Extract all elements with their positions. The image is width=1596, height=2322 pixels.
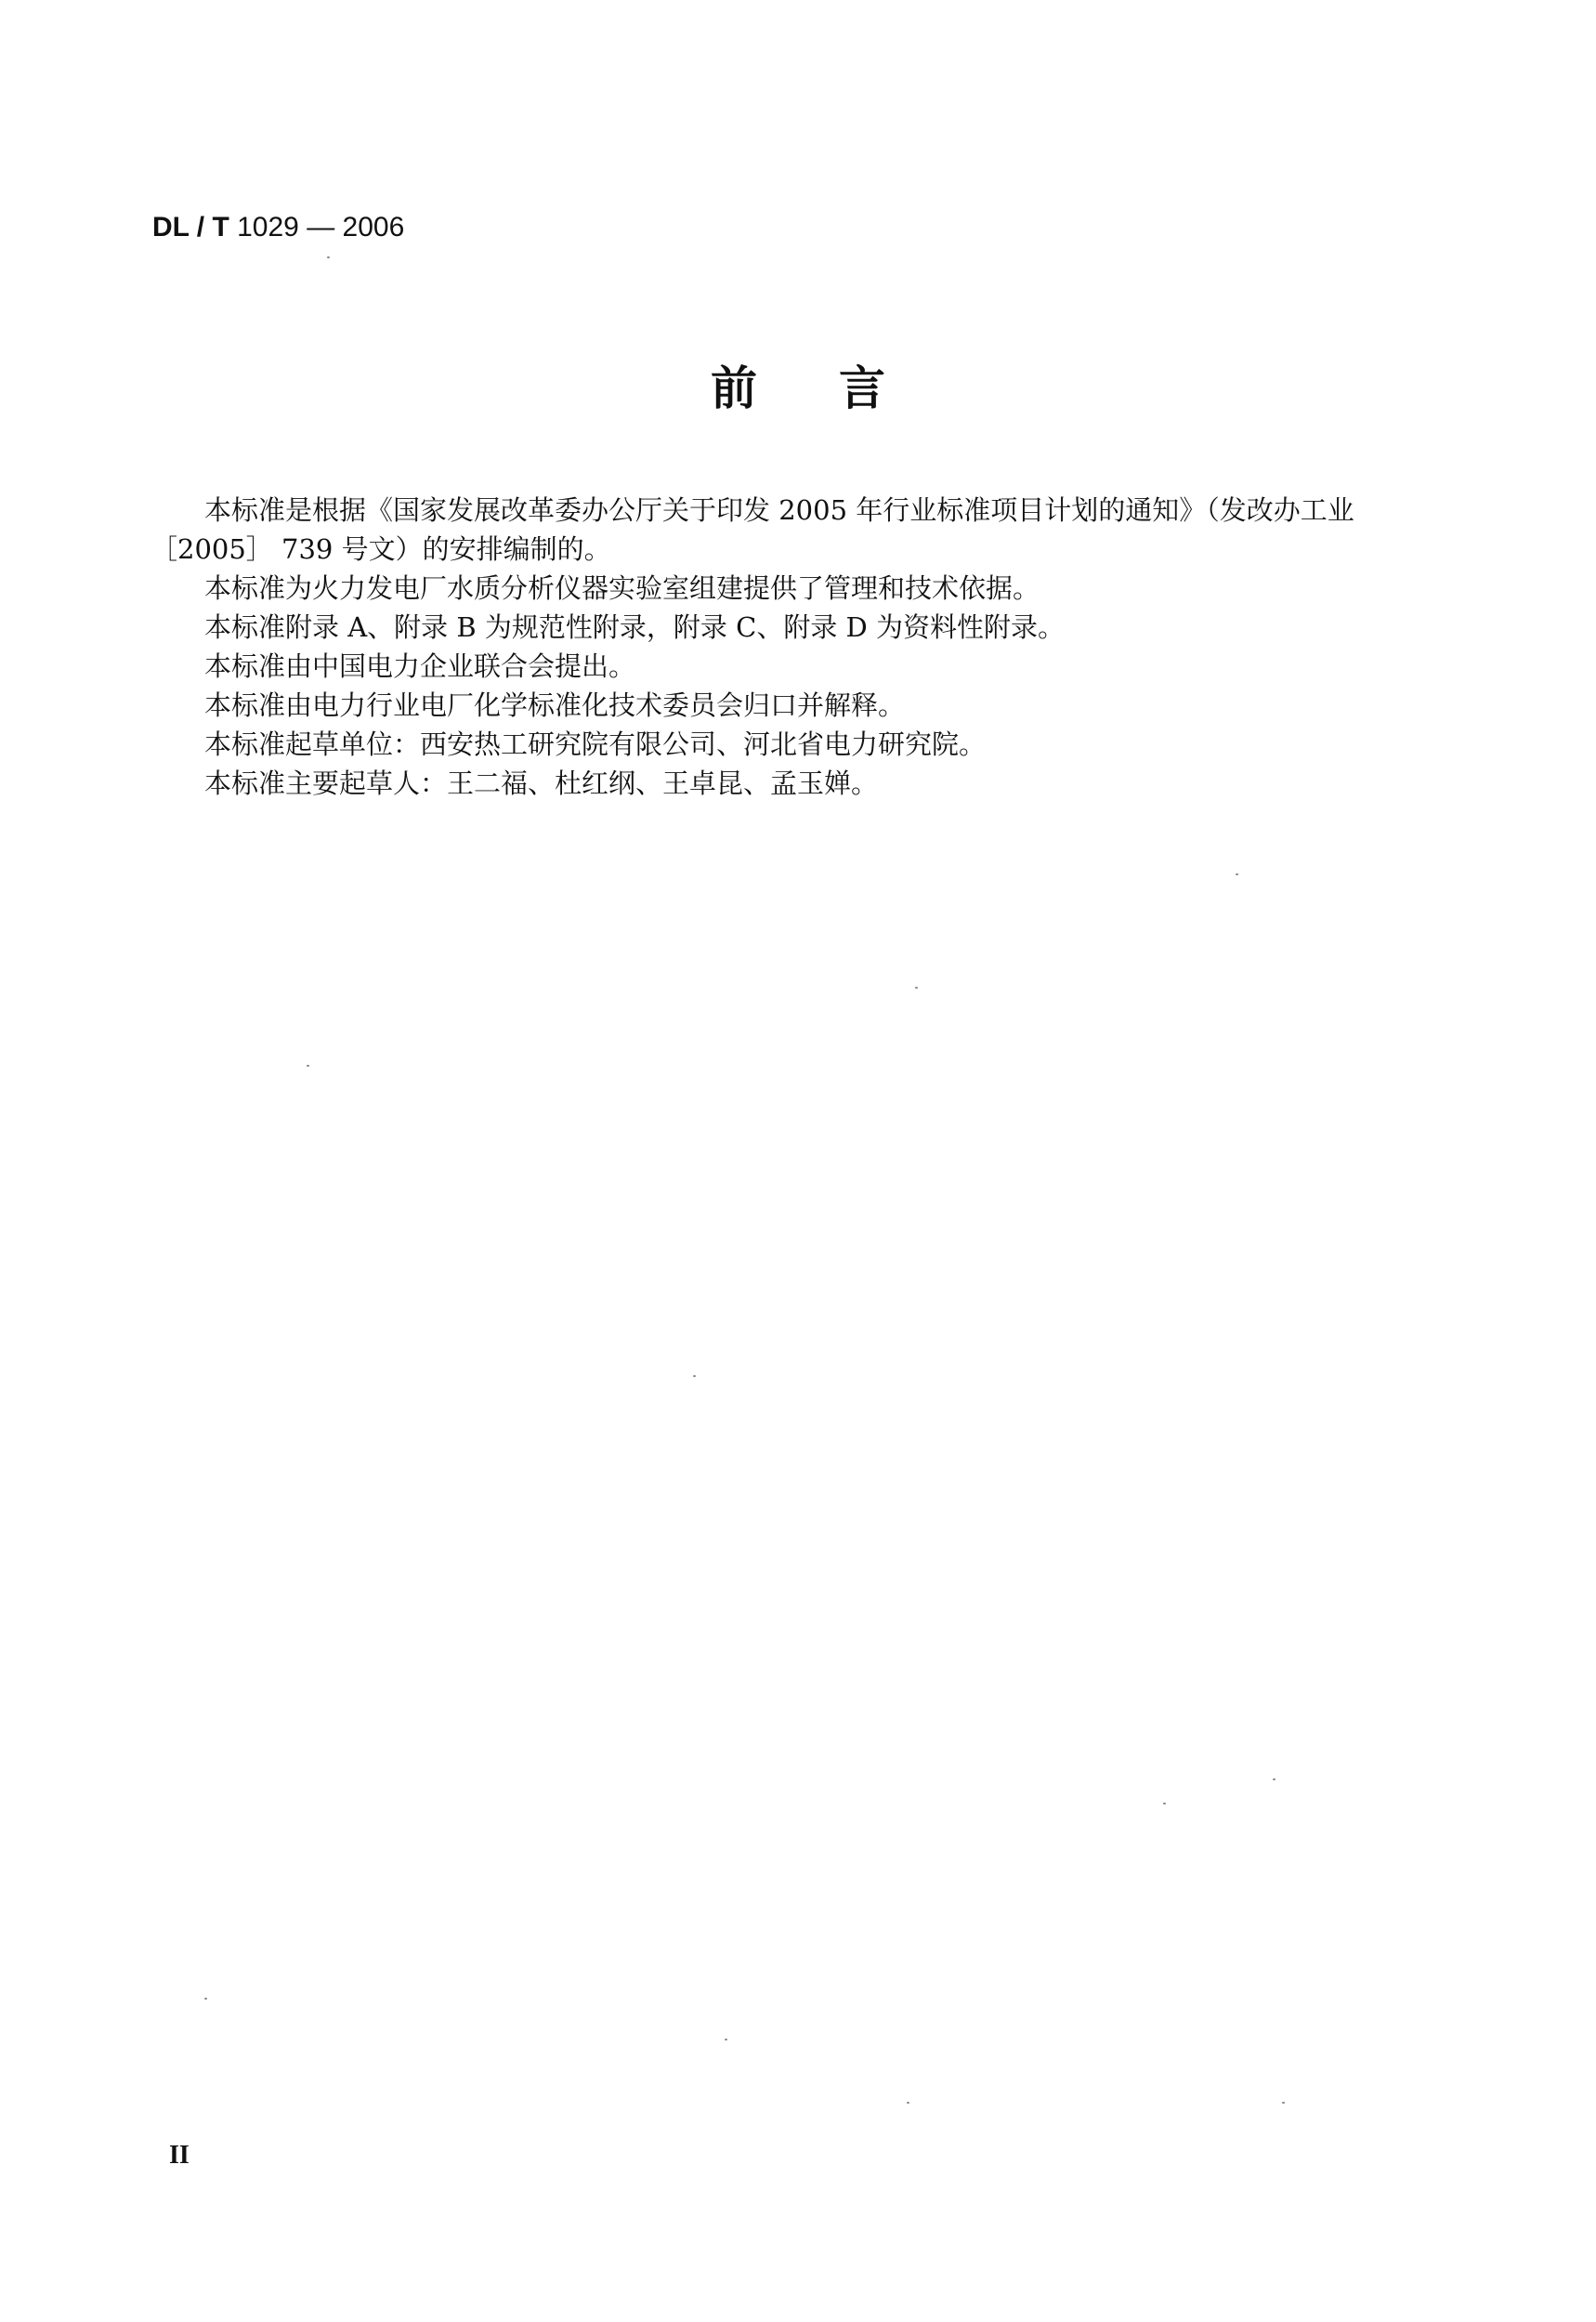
paragraph-committee: 本标准由电力行业电厂化学标准化技术委员会归口并解释。 xyxy=(204,689,906,721)
scan-speck xyxy=(725,2039,727,2040)
paragraph-drafting-units: 本标准起草单位：西安热工研究院有限公司、河北省电力研究院。 xyxy=(204,728,987,760)
scan-speck xyxy=(915,987,918,989)
paragraph-basis: 本标准是根据《国家发展改革委办公厅关于印发 2005 年行业标准项目计划的通知》（发改办工业 xyxy=(204,494,1354,526)
scan-speck xyxy=(693,1375,696,1377)
paragraph-purpose: 本标准为火力发电厂水质分析仪器实验室组建提供了管理和技术依据。 xyxy=(204,572,1040,604)
scan-speck xyxy=(1236,873,1238,875)
scan-speck xyxy=(204,1998,207,2000)
standard-code xyxy=(152,212,404,243)
scan-speck xyxy=(907,2102,909,2104)
paragraph-basis-continued: ［2005］ 739 号文）的安排编制的。 xyxy=(150,533,611,565)
paragraph-proposer: 本标准由中国电力企业联合会提出。 xyxy=(204,650,636,682)
page-number: II xyxy=(169,2141,190,2170)
scan-speck xyxy=(1282,2102,1285,2104)
page-title: 前言 xyxy=(711,361,967,415)
scan-speck xyxy=(327,256,330,258)
scan-speck xyxy=(1163,1803,1166,1804)
standard-prefix: DL / T xyxy=(152,212,229,243)
foreword-body xyxy=(150,491,1462,803)
scan-speck xyxy=(307,1065,309,1067)
paragraph-drafters: 本标准主要起草人：王二福、杜红纲、王卓昆、孟玉婵。 xyxy=(204,767,879,799)
paragraph-annexes: 本标准附录 A、附录 B 为规范性附录，附录 C、附录 D 为资料性附录。 xyxy=(204,611,1066,643)
standard-number: 1029 — 2006 xyxy=(229,212,405,243)
scan-speck xyxy=(1273,1778,1275,1780)
